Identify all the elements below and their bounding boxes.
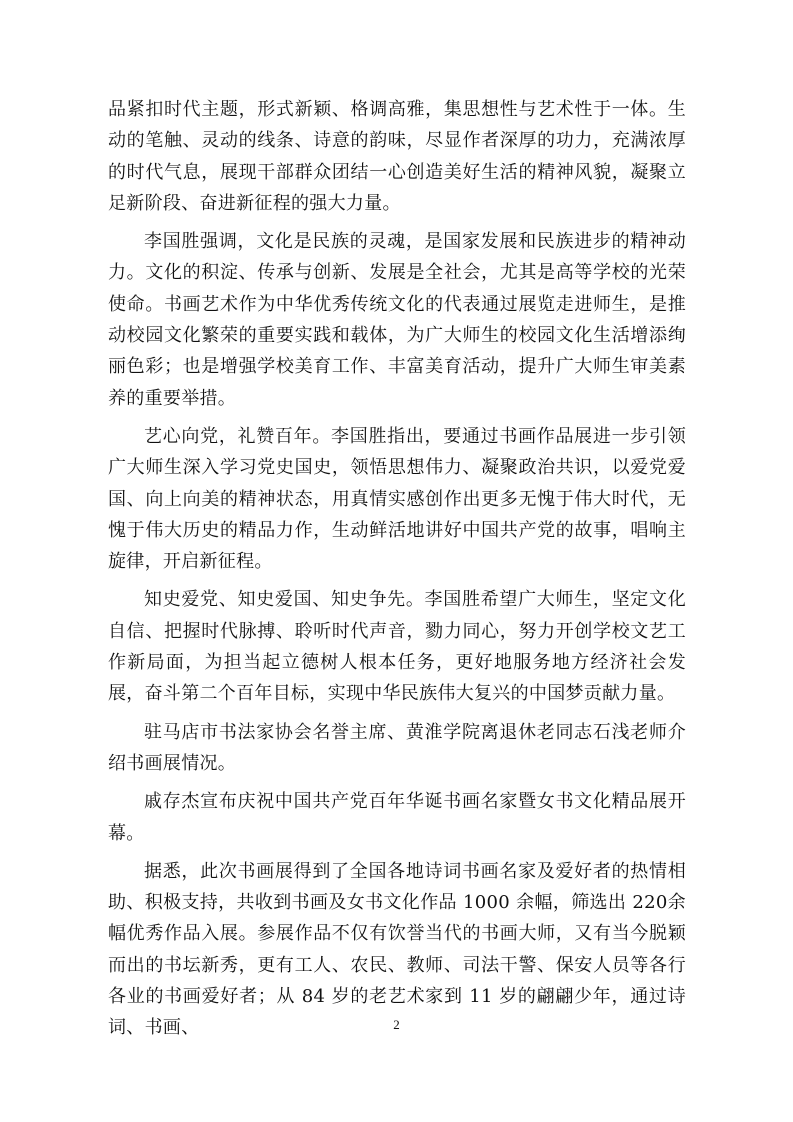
document-body [108,94,686,1051]
page-number: 2 [393,1017,400,1032]
paragraph-exhibition-opening: 戚存杰宣布庆祝中国共产党百年华诞书画名家暨女书文化精品展开幕。 [108,791,686,844]
paragraph-exhibition-details: 据悉，此次书画展得到了全国各地诗词书画名家及爱好者的热情相助、积极支持，共收到书画及女书文化作品 1000 余幅，筛选出 220余幅优秀作品入展。参展作品不仅有饮誉当代的书画大师，又有当今脱颖而出的书坛新秀，更有工人、农民、教师、司法干警、保安人员等各行各业的书画爱好者；从 84 岁的老艺术家到 11 岁的翩翩少年，通过诗词、书画、 [108,860,686,1039]
paragraph-culture-importance: 李国胜强调，文化是民族的灵魂，是国家发展和民族进步的精神动力。文化的积淀、传承与创新、发展是全社会，尤其是高等学校的光荣使命。书画艺术作为中华优秀传统文化的代表通过展览走进师生，是推动校园文化繁荣的重要实践和载体，为广大师生的校园文化生活增添绚丽色彩；也是增强学校美育工作、丰富美育活动，提升广大师生审美素养的重要举措。 [108,231,686,409]
paragraph-know-history: 知史爱党、知史爱国、知史争先。李国胜希望广大师生，坚定文化自信、把握时代脉搏、聆听时代声音，勠力同心，努力开创学校文艺工作新局面，为担当起立德树人根本任务，更好地服务地方经济社会发展，奋斗第二个百年目标，实现中华民族伟大复兴的中国梦贡献力量。 [108,589,686,705]
paragraph-art-toward-party: 艺心向党，礼赞百年。李国胜指出，要通过书画作品展进一步引领广大师生深入学习党史国史，领悟思想伟力、凝聚政治共识，以爱党爱国、向上向美的精神状态，用真情实感创作出更多无愧于伟大时代，无愧于伟大历史的精品力作，生动鲜活地讲好中国共产党的故事，唱响主旋律，开启新征程。 [108,425,686,573]
paragraph-exhibition-introduction: 驻马店市书法家协会名誉主席、黄淮学院离退休老同志石浅老师介绍书画展情况。 [108,721,686,774]
paragraph-continuation: 品紧扣时代主题，形式新颖、格调高雅，集思想性与艺术性于一体。生动的笔触、灵动的线条、诗意的韵味，尽显作者深厚的功力，充满浓厚的时代气息，展现干部群众团结一心创造美好生活的精神风貌，凝聚立足新阶段、奋进新征程的强大力量。 [108,99,686,214]
